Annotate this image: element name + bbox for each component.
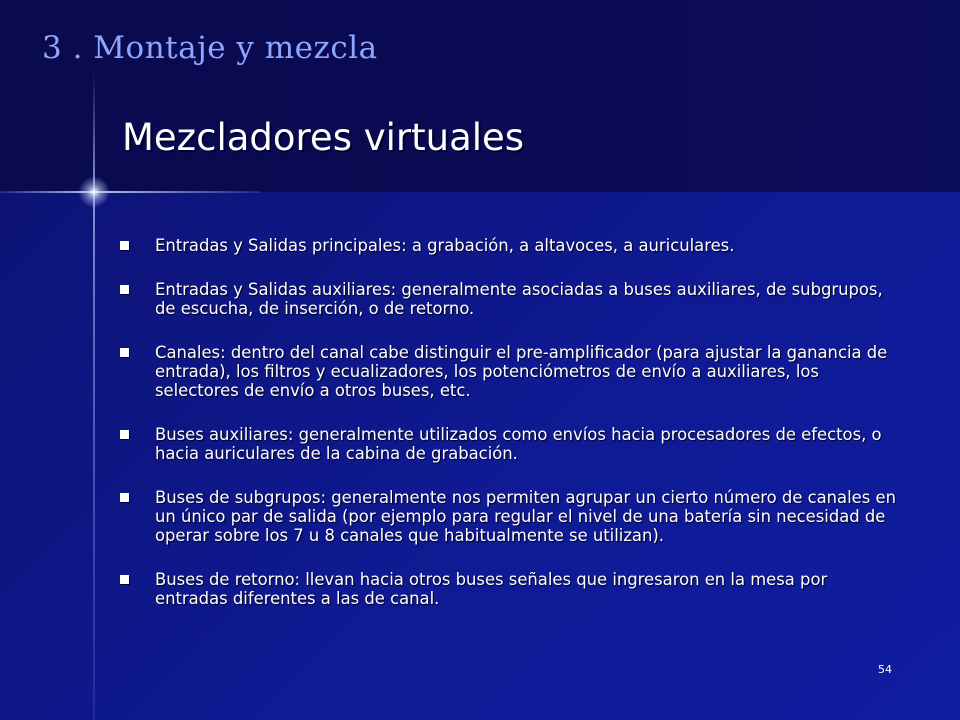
bullet-list (118, 236, 898, 633)
square-bullet-icon (120, 575, 129, 584)
page-number: 54 (878, 663, 892, 676)
square-bullet-icon (120, 493, 129, 502)
bullet-text: Canales: dentro del canal cabe distinguir el pre-amplificador (para ajustar la ganancia de entrada), los filtros y ecualizadores, los potenciómetros de envío a auxiliares, los selectores de envío a otros buses, etc. (155, 343, 888, 400)
list-item (118, 236, 898, 255)
bullet-text: Buses de subgrupos: generalmente nos permiten agrupar un cierto número de canales en un único par de salida (por ejemplo para regular el nivel de una batería sin necesidad de operar sobre los 7 u 8 canales que habitualmente se utilizan). (155, 488, 896, 545)
square-bullet-icon (120, 241, 129, 250)
list-item (118, 488, 898, 545)
square-bullet-icon (120, 285, 129, 294)
list-item (118, 343, 898, 400)
bullet-text: Buses de retorno: llevan hacia otros buses señales que ingresaron en la mesa por entradas diferentes a las de canal. (155, 570, 828, 608)
slide-title: Mezcladores virtuales (122, 116, 525, 159)
bullet-text: Buses auxiliares: generalmente utilizados como envíos hacia procesadores de efectos, o hacia auriculares de la cabina de grabación. (155, 425, 882, 463)
list-item (118, 425, 898, 463)
list-item (118, 570, 898, 608)
header-background (0, 0, 960, 192)
light-flare-icon (78, 176, 110, 208)
square-bullet-icon (120, 348, 129, 357)
section-title: 3 . Montaje y mezcla (42, 30, 378, 66)
decorative-vertical-line (93, 70, 95, 720)
list-item (118, 280, 898, 318)
bullet-text: Entradas y Salidas auxiliares: generalmente asociadas a buses auxiliares, de subgrupos, de escucha, de inserción, o de retorno. (155, 280, 883, 318)
decorative-horizontal-line (0, 191, 260, 193)
square-bullet-icon (120, 430, 129, 439)
bullet-text: Entradas y Salidas principales: a grabación, a altavoces, a auriculares. (155, 236, 735, 255)
